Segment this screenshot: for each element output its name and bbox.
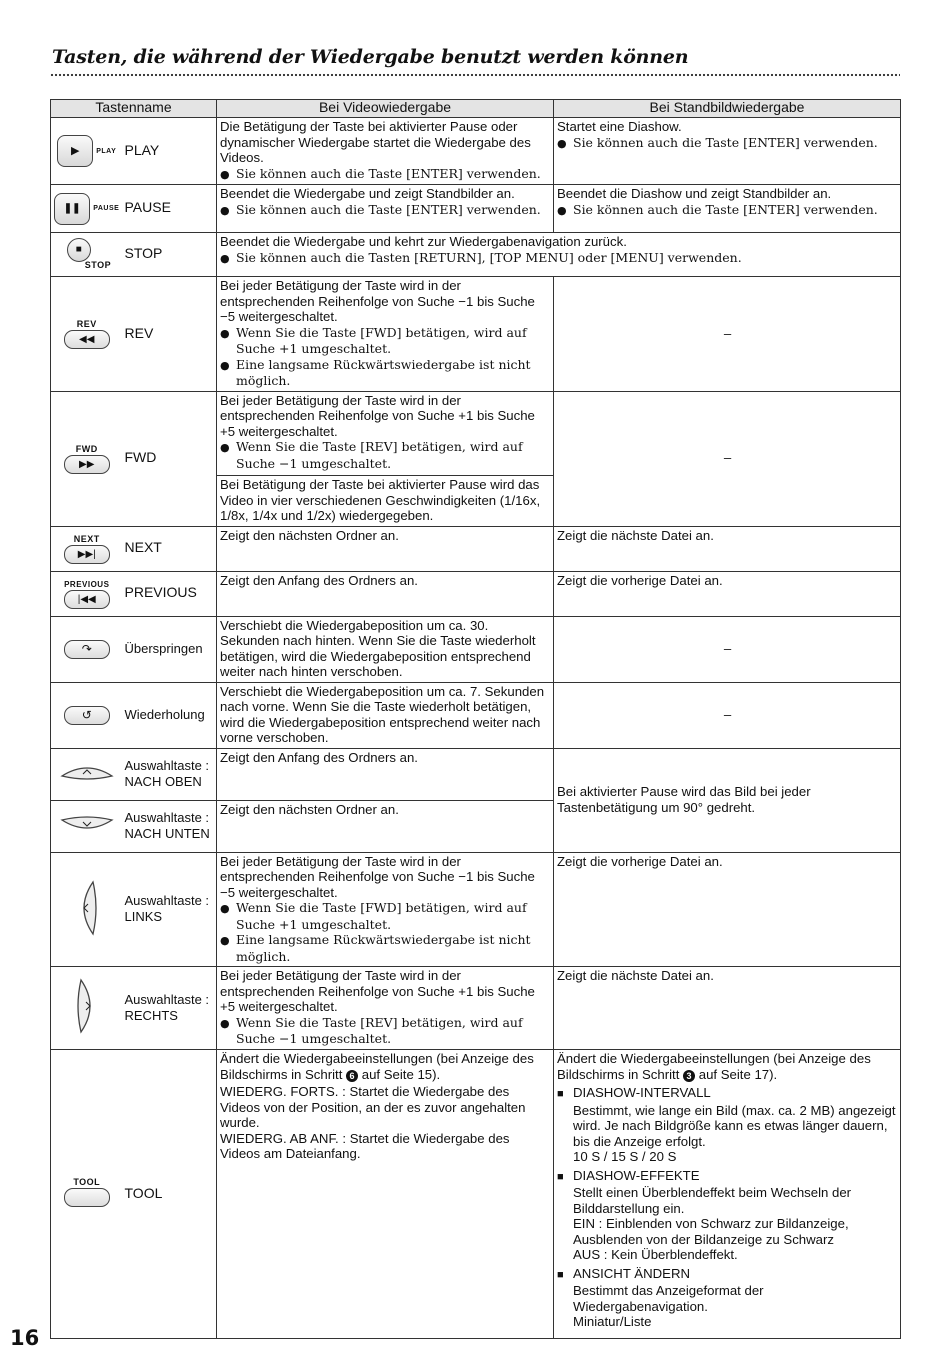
intro-text: auf Seite 15). [361, 1066, 441, 1082]
table-row [51, 118, 901, 185]
video-cell [217, 1050, 554, 1339]
still-cell [554, 185, 901, 233]
option-text: Bestimmt das Anzeigeformat der Wiedergabenavigation. [573, 1283, 764, 1314]
stop-button-icon [51, 233, 123, 277]
video-cell: Zeigt den nächsten Ordner an. [217, 800, 554, 852]
name-line: LINKS [124, 908, 163, 924]
tool-intro [220, 1051, 551, 1082]
still-cell: Zeigt die vorherige Datei an. [554, 852, 901, 967]
name-line: RECHTS [124, 1007, 178, 1023]
arrow-down-icon [60, 814, 114, 834]
fast-forward-icon: ▶▶ [64, 455, 110, 474]
table-row [51, 185, 901, 233]
replay-icon: ↺ [64, 706, 110, 725]
both-cell [217, 233, 901, 277]
cell-text: Beendet die Wiedergabe und zeigt Standbilder an. [220, 186, 515, 201]
next-button-icon [51, 526, 123, 571]
stop-icon-label: STOP [84, 259, 112, 270]
cell-text: Startet eine Diashow. [557, 119, 682, 134]
skip-previous-icon: |◀◀ [64, 590, 110, 609]
button-name: Überspringen [123, 616, 217, 682]
still-cell: Zeigt die nächste Datei an. [554, 967, 901, 1050]
option-title: ■ DIASHOW-EFFEKTE [557, 1168, 898, 1186]
bullet-text: ● Eine langsame Rückwärtswiedergabe ist nicht möglich. [220, 357, 551, 389]
bullet-text: ● Wenn Sie die Taste [FWD] betätigen, wird auf Suche +1 umgeschaltet. [220, 900, 551, 932]
bullet-text: ● Wenn Sie die Taste [FWD] betätigen, wird auf Suche +1 umgeschaltet. [220, 325, 551, 357]
button-name: REV [123, 277, 217, 392]
arrow-left-icon [75, 880, 99, 936]
option-text: EIN : Einblenden von Schwarz zur Bildanzeige, Ausblenden von der Bildanzeige zu Schwarz [573, 1216, 849, 1247]
option-text: 10 S / 15 S / 20 S [573, 1149, 677, 1164]
cell-text: Bei Betätigung der Taste bei aktivierter Pause wird das Video in vier verschiedenen Geschwindigkeiten (1/16x, 1/8x, 1/4x und 1/2x) wiedergegeben. [217, 475, 553, 524]
rev-button-icon [51, 277, 123, 392]
table-row [51, 1050, 901, 1339]
cell-text: Bei jeder Betätigung der Taste wird in der entsprechenden Reihenfolge von Suche +1 bis Suche +5 weitergeschaltet. [220, 968, 535, 1014]
tool-intro [557, 1051, 898, 1082]
skip-forward-icon: ↷ [64, 640, 110, 659]
still-cell: – [554, 682, 901, 748]
up-button-icon [51, 748, 123, 800]
option-text: AUS : Kein Überblendeffekt. [573, 1247, 738, 1262]
fwd-button-icon [51, 391, 123, 526]
still-cell: Bei aktivierter Pause wird das Bild bei jeder Tastenbetätigung um 90° gedreht. [554, 748, 901, 852]
bullet-text: ● Sie können auch die Tasten [RETURN], [TOP MENU] oder [MENU] verwenden. [220, 250, 898, 267]
table-row [51, 967, 901, 1050]
name-line: Auswahltaste : [124, 992, 210, 1007]
still-cell: Zeigt die nächste Datei an. [554, 526, 901, 571]
table-row [51, 748, 901, 800]
intro-text: Ändert die Wiedergabeeinstellungen (bei Anzeige des Bildschirms in Schritt [557, 1051, 871, 1082]
button-name: NEXT [123, 526, 217, 571]
video-cell: Verschiebt die Wiedergabeposition um ca. 7. Sekunden nach vorne. Wenn Sie die Taste wiederholt betätigen, wird die Wiedergabeposition entsprechend weiter nach vorne verschoben. [217, 682, 554, 748]
left-button-icon [51, 852, 123, 967]
skip-button-icon [51, 616, 123, 682]
button-name: Wiederholung [123, 682, 217, 748]
intro-text: auf Seite 17). [698, 1066, 778, 1082]
name-line: NACH OBEN [124, 773, 202, 789]
bullet-text: ● Sie können auch die Taste [ENTER] verwenden. [220, 166, 551, 183]
name-line: Auswahltaste : [124, 810, 210, 825]
header-button-name: Tastenname [51, 100, 217, 118]
cell-text: WIEDERG. FORTS. : Startet die Wiedergabe des Videos von der Position, an der es zuvor angehalten wurde. [220, 1084, 526, 1130]
tool-icon-label: TOOL [73, 1177, 101, 1188]
option-text: Stellt einen Überblendeffekt beim Wechseln der Bilddarstellung ein. [573, 1185, 852, 1216]
button-table [50, 99, 901, 1339]
cell-text: Beendet die Diashow und zeigt Standbilder an. [557, 186, 832, 201]
video-cell: Zeigt den nächsten Ordner an. [217, 526, 554, 571]
play-button-icon [51, 118, 123, 185]
option-title: ■ DIASHOW-INTERVALL [557, 1085, 898, 1103]
cell-text: Bei jeder Betätigung der Taste wird in der entsprechenden Reihenfolge von Suche +1 bis Suche +5 weitergeschaltet. [220, 392, 535, 439]
table-row [51, 571, 901, 616]
table-row [51, 391, 901, 526]
video-cell: Zeigt den Anfang des Ordners an. [217, 571, 554, 616]
dotted-divider [50, 73, 900, 77]
cell-text: Bei jeder Betätigung der Taste wird in der entsprechenden Reihenfolge von Suche −1 bis Suche −5 weitergeschaltet. [220, 278, 535, 324]
pause-icon-label: PAUSE [93, 205, 120, 212]
bullet-text: ● Sie können auch die Taste [ENTER] verwenden. [557, 135, 898, 152]
option-text: Miniatur/Liste [573, 1314, 652, 1329]
button-name: FWD [123, 391, 217, 526]
play-icon: ▶ [57, 135, 93, 167]
bullet-text: ● Eine langsame Rückwärtswiedergabe ist nicht möglich. [220, 932, 551, 964]
video-cell [217, 118, 554, 185]
skip-next-icon: ▶▶| [64, 545, 110, 564]
still-cell: – [554, 391, 901, 526]
pause-button-icon [51, 185, 123, 233]
still-cell [554, 118, 901, 185]
name-line: NACH UNTEN [124, 825, 210, 841]
bullet-text: ● Sie können auch die Taste [ENTER] verwenden. [557, 202, 898, 219]
table-row [51, 682, 901, 748]
video-cell: Verschiebt die Wiedergabeposition um ca. 30. Sekunden nach hinten. Wenn Sie die Taste wiederholt betätigen, wird die Wiedergabeposition entsprechend weiter nach hinten verschoben. [217, 616, 554, 682]
table-header [51, 100, 901, 118]
next-icon-label: NEXT [73, 533, 100, 544]
page-number: 16 [10, 1326, 40, 1350]
name-line: Auswahltaste : [124, 758, 210, 773]
name-line: Auswahltaste : [124, 893, 210, 909]
bullet-text: ● Wenn Sie die Taste [REV] betätigen, wird auf Suche −1 umgeschaltet. [220, 439, 551, 471]
table-row [51, 852, 901, 967]
button-name: STOP [123, 233, 217, 277]
step-number: 3 [683, 1070, 695, 1082]
video-cell [217, 185, 554, 233]
cell-text: Die Betätigung der Taste bei aktivierter Pause oder dynamischer Wiedergabe startet die Wiedergabe des Videos. [220, 119, 531, 165]
header-still: Bei Standbildwiedergabe [554, 100, 901, 118]
arrow-up-icon [60, 762, 114, 782]
button-name: PREVIOUS [123, 571, 217, 616]
bullet-text: ● Wenn Sie die Taste [REV] betätigen, wird auf Suche −1 umgeschaltet. [220, 1015, 551, 1047]
down-button-icon [51, 800, 123, 852]
arrow-right-icon [75, 978, 99, 1034]
cell-text: WIEDERG. AB ANF. : Startet die Wiedergabe des Videos am Dateianfang. [220, 1130, 510, 1161]
video-cell [217, 967, 554, 1050]
rewind-icon: ◀◀ [64, 330, 110, 349]
stop-icon: ■ [67, 238, 91, 262]
button-name [123, 748, 217, 800]
tool-icon [64, 1188, 110, 1207]
right-button-icon [51, 967, 123, 1050]
button-name: PAUSE [123, 185, 217, 233]
table-row [51, 526, 901, 571]
button-name [123, 852, 217, 967]
button-name: PLAY [123, 118, 217, 185]
tool-button-icon [51, 1050, 123, 1339]
fwd-icon-label: FWD [75, 443, 98, 454]
table-row [51, 616, 901, 682]
still-cell: Zeigt die vorherige Datei an. [554, 571, 901, 616]
previous-icon-label: PREVIOUS [64, 579, 110, 589]
play-icon-label: PLAY [96, 147, 117, 155]
previous-button-icon [51, 571, 123, 616]
button-name [123, 800, 217, 852]
button-name [123, 967, 217, 1050]
still-cell: – [554, 616, 901, 682]
cell-text: Beendet die Wiedergabe und kehrt zur Wiedergabenavigation zurück. [220, 234, 627, 249]
video-cell [217, 277, 554, 392]
repeat-button-icon [51, 682, 123, 748]
button-name: TOOL [123, 1050, 217, 1339]
video-cell: Zeigt den Anfang des Ordners an. [217, 748, 554, 800]
option-text: Bestimmt, wie lange ein Bild (max. ca. 2 MB) angezeigt wird. Je nach Bildgröße kann es etwas länger dauern, bis die Anzeige erfolgt. [573, 1102, 896, 1149]
header-video: Bei Videowiedergabe [217, 100, 554, 118]
table-row [51, 233, 901, 277]
still-cell [554, 1050, 901, 1339]
option-title: ■ ANSICHT ÄNDERN [557, 1266, 898, 1284]
rev-icon-label: REV [76, 318, 97, 329]
bullet-text: ● Sie können auch die Taste [ENTER] verwenden. [220, 202, 551, 219]
step-number: 6 [346, 1070, 358, 1082]
intro-text: Ändert die Wiedergabeeinstellungen (bei Anzeige des Bildschirms in Schritt [220, 1051, 534, 1082]
video-cell [217, 391, 554, 526]
table-row [51, 277, 901, 392]
still-cell: – [554, 277, 901, 392]
cell-text: Bei jeder Betätigung der Taste wird in der entsprechenden Reihenfolge von Suche −1 bis Suche −5 weitergeschaltet. [220, 853, 535, 900]
pause-icon: ❚❚ [54, 193, 90, 225]
page-title: Tasten, die während der Wiedergabe benutzt werden können [52, 46, 689, 68]
video-cell [217, 852, 554, 967]
